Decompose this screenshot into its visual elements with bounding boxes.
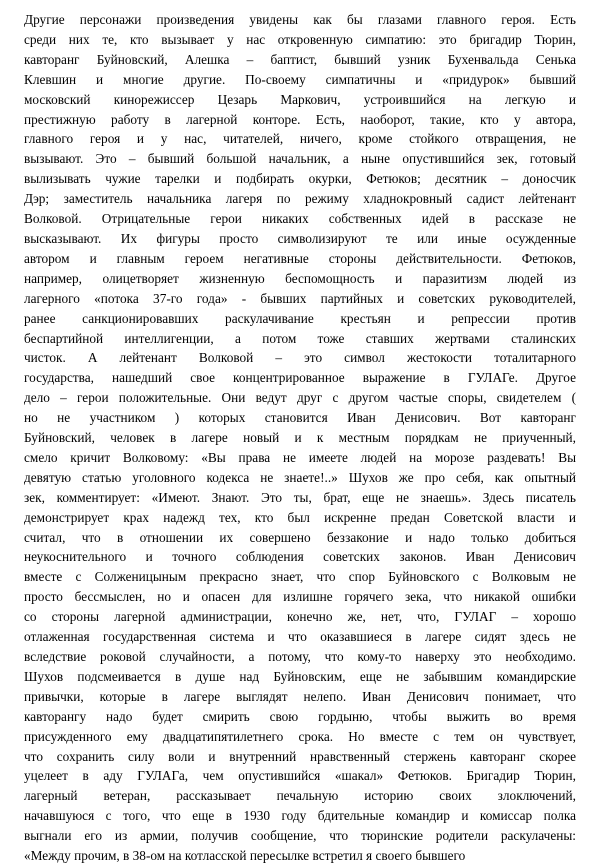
text-line: например, олицетворяет жизненную беспомощность и паразитизм людей из: [24, 270, 576, 286]
text-line: считал, что в отношении их совершено беззаконие и надо только добиться: [24, 529, 576, 545]
text-line: отлаженная государственная система и что оказавшиеся в лагере сидят здесь не: [24, 629, 576, 645]
text-line: московский кинорежиссер Цезарь Маркович, устроившийся на легкую и: [24, 91, 576, 107]
text-line: начавшуюся с того, что еще в 1930 году бдительные командир и комиссар полка: [24, 808, 576, 824]
text-line: вылизывать чужие тарелки и подбирать окурки, Фетюков; десятник – доносчик: [24, 171, 576, 187]
text-line: престижную работу в лагерной конторе. Есть, наоборот, такие, кто у автора,: [24, 111, 576, 127]
text-line: со стороны лагерной администрации, конечно же, нет, что, ГУЛАГ – хорошо: [24, 609, 576, 625]
text-line: привычки, которые в лагере выглядят нелепо. Иван Денисович понимает, что: [24, 688, 576, 704]
text-line: государства, нашедший свое концентрированное выражение в ГУЛАГе. Другое: [24, 370, 576, 386]
text-line: девятую статью уголовного кодекса не знаете!..» Шухов же про себя, как опытный: [24, 469, 576, 485]
text-line: Шухов подсмеивается в душе над Буйновским, еще не забывшим командирские: [24, 668, 576, 684]
text-line: автором и главным героем негативные стороны действительности. Фетюков,: [24, 250, 576, 266]
text-line: Волковой. Отрицательные герои никаких собственных идей в рассказе не: [24, 211, 576, 227]
text-line: «Между прочим, в 38-ом на котласской пересылке встретил я своего бывшего: [24, 848, 466, 864]
text-line: присужденного ему двадцатипятилетнего срока. Но вместе с тем он чувствует,: [24, 728, 576, 744]
text-line: ранее санкционировавших раскулачивание крестьян и репрессии против: [24, 310, 576, 326]
text-line: лагерный ветеран, рассказывает печальную историю своих злоключений,: [24, 788, 576, 804]
text-line: среди них те, кто вызывает у нас откровенную симпатию: это бригадир Тюрин,: [24, 31, 576, 47]
text-line: неукоснительного и точного соблюдения советских законов. Иван Денисович: [24, 549, 576, 565]
text-line: дело – герои положительные. Они ведут друг с другом частые споры, свидетелем (: [24, 390, 576, 406]
text-line: зек, комментирует: «Имеют. Знают. Это ты, брат, еще не знаешь». Здесь писатель: [24, 489, 576, 505]
text-line: главного героя и у нас, читателей, ничего, кроме стойкого отвращения, не: [24, 131, 576, 147]
essay-paragraph: [24, 10, 576, 866]
text-line: выгнали его из армии, получив сообщение, что тюринские родители раскулачены:: [24, 828, 576, 844]
text-line: Буйновский, человек в лагере новый и к местным порядкам не приученный,: [24, 430, 576, 446]
text-line: вместе с Солженицыным прекрасно знает, что спор Буйновского с Волковым не: [24, 569, 576, 585]
text-line: лагерного «потока 37-го года» - бывших партийных и советских руководителей,: [24, 290, 576, 306]
text-line: демонстрирует крах надежд тех, кто был искренне предан Советской власти и: [24, 509, 576, 525]
text-line: кавторанг Буйновский, Алешка – баптист, бывший узник Бухенвальда Сенька: [24, 51, 576, 67]
text-line: уцелеет в аду ГУЛАГа, чем опустившийся «шакал» Фетюков. Бригадир Тюрин,: [24, 768, 576, 784]
text-line: но не участником ) которых становится Иван Денисович. Вот кавторанг: [24, 410, 576, 426]
text-line: высказывают. Их фигуры просто символизируют те или иные осужденные: [24, 230, 576, 246]
text-line: что сохранить силу воли и внутренний нравственный стержень кавторанг скорее: [24, 748, 576, 764]
text-line: Другие персонажи произведения увидены как бы глазами главного героя. Есть: [24, 12, 576, 27]
text-line: кавторангу надо будет смирить свою гордыню, чтобы выжить во время: [24, 708, 576, 724]
text-line: Дэр; заместитель начальника лагеря по режиму хладнокровный садист лейтенант: [24, 191, 576, 207]
text-line: смело кричит Волковому: «Вы права не имеете людей на морозе раздевать! Вы: [24, 449, 576, 465]
text-line: беспартийной интеллигенции, а потом тоже ставших жертвами сталинских: [24, 330, 576, 346]
text-line: просто бессмыслен, но и опасен для излишне горячего зека, что никакой ошибки: [24, 589, 576, 605]
text-line: Клевшин и многие другие. По-своему симпатичны и «придурок» бывший: [24, 71, 576, 87]
text-line: вследствие роковой случайности, а потому, что кому-то наверху это необходимо.: [24, 649, 576, 664]
text-line: чисток. А лейтенант Волковой – это символ жестокости тоталитарного: [24, 350, 576, 366]
text-line: вызывают. Это – бывший большой начальник, а ныне опустившийся зек, готовый: [24, 151, 576, 167]
